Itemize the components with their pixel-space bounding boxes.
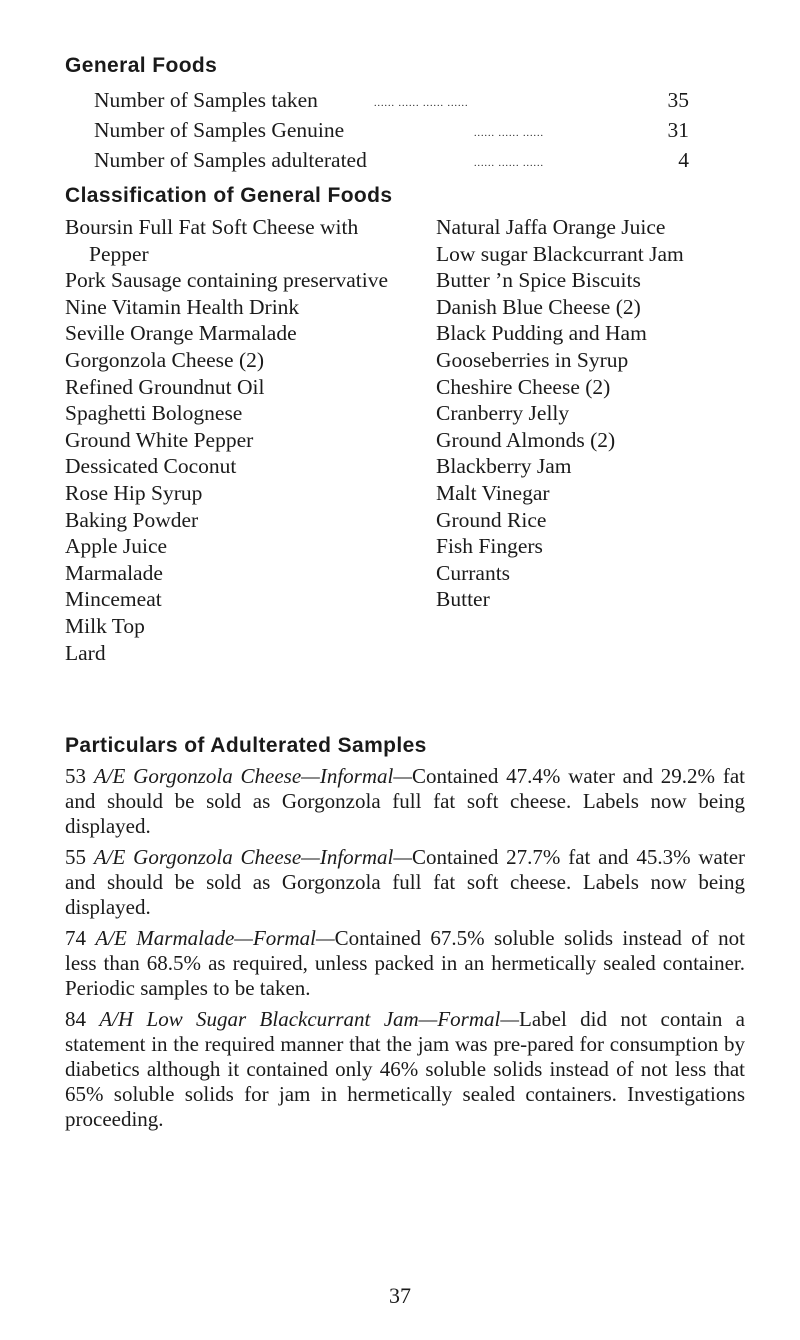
- list-item: Natural Jaffa Orange Juice: [436, 215, 666, 239]
- sample-ref: A/E: [93, 764, 126, 788]
- sample-number: 74: [65, 926, 86, 950]
- classification-left-column: [65, 214, 430, 666]
- sample-number: 84: [65, 1007, 86, 1031]
- list-item-continuation: Pepper: [89, 241, 149, 266]
- list-item: Currants: [436, 560, 511, 585]
- sample-name: Gorgonzola Cheese—Informal—: [133, 764, 413, 788]
- list-item: Lard: [65, 640, 106, 665]
- sample-ref: A/E: [93, 845, 126, 869]
- sample-text: Contained 47.4% water and 29.2% fat and should be sold as Gorgonzola full fat soft cheese. Labels now being displayed.: [65, 764, 746, 838]
- list-item: Malt Vinegar: [436, 480, 550, 505]
- list-item: Ground Almonds (2): [436, 427, 616, 452]
- list-item: Low sugar Blackcurrant Jam: [436, 241, 684, 266]
- leader-dots: ...... ...... ...... ......: [374, 98, 469, 109]
- list-item: Butter: [436, 587, 490, 612]
- stat-row-adulterated: [94, 145, 689, 175]
- list-item: Pork Sausage containing preservative: [65, 268, 389, 293]
- leader-dots: ...... ...... ......: [474, 158, 544, 169]
- list-item: Rose Hip Syrup: [65, 480, 203, 505]
- list-item: Spaghetti Bolognese: [65, 401, 243, 426]
- sample-paragraph: [65, 764, 745, 839]
- list-item: Danish Blue Cheese (2): [436, 294, 641, 319]
- list-item: Black Pudding and Ham: [436, 321, 647, 346]
- leader-dots: ...... ...... ......: [474, 128, 544, 139]
- sample-paragraph: [65, 926, 745, 1001]
- list-item: Gooseberries in Syrup: [436, 347, 629, 372]
- stat-value: 35: [667, 88, 689, 112]
- list-item: Cheshire Cheese (2): [436, 374, 611, 399]
- page-number: 37: [389, 1283, 411, 1308]
- list-item: Blackberry Jam: [436, 454, 572, 479]
- sample-number: 53: [65, 764, 86, 788]
- sample-paragraph: [65, 845, 745, 920]
- list-item: Baking Powder: [65, 507, 199, 532]
- list-item: Butter ’n Spice Biscuits: [436, 268, 641, 293]
- list-item: Refined Groundnut Oil: [65, 374, 265, 399]
- list-item: [65, 241, 430, 268]
- list-item: Marmalade: [65, 560, 163, 585]
- sample-statistics: [94, 85, 689, 175]
- stat-label: Number of Samples adulterated: [94, 148, 367, 172]
- list-item: Mincemeat: [65, 587, 162, 612]
- general-foods-heading: General Foods: [65, 54, 218, 77]
- list-item: Seville Orange Marmalade: [65, 321, 297, 346]
- list-item: Ground White Pepper: [65, 427, 254, 452]
- sample-number: 55: [65, 845, 86, 869]
- list-item: Dessicated Coconut: [65, 454, 237, 479]
- particulars-body: [65, 764, 745, 1138]
- stat-label: Number of Samples taken: [94, 88, 318, 112]
- sample-ref: A/H: [99, 1007, 134, 1031]
- list-item: Milk Top: [65, 613, 145, 638]
- list-item: Fish Fingers: [436, 534, 543, 559]
- sample-text: Label did not contain a statement in the required manner that the jam was pre-pared for consumption by diabetics although it contained only 46% soluble solids instead of not less that 65% soluble solids for jam in hermetically sealed containers. Investigations proceeding.: [65, 1007, 745, 1131]
- stat-value: 4: [678, 148, 689, 172]
- sample-ref: A/E: [95, 926, 127, 950]
- stat-row-taken: [94, 85, 689, 115]
- sample-name: Low Sugar Blackcurrant Jam—Formal—: [146, 1007, 520, 1031]
- list-item: Nine Vitamin Health Drink: [65, 294, 300, 319]
- list-item: Apple Juice: [65, 534, 168, 559]
- sample-paragraph: [65, 1007, 745, 1132]
- sample-text: Contained 67.5% soluble solids instead of not less than 68.5% as required, unless packed in an hermetically sealed container. Periodic samples to be taken.: [65, 926, 746, 1000]
- sample-name: Gorgonzola Cheese—Informal—: [133, 845, 413, 869]
- list-item: Cranberry Jelly: [436, 401, 570, 426]
- list-item: Ground Rice: [436, 507, 547, 532]
- classification-right-column: [436, 214, 776, 613]
- list-item: Gorgonzola Cheese (2): [65, 347, 265, 372]
- sample-text: Contained 27.7% fat and 45.3% water and should be sold as Gorgonzola full fat soft cheese. Labels now being displayed.: [65, 845, 746, 919]
- stat-row-genuine: [94, 115, 689, 145]
- classification-heading: Classification of General Foods: [65, 184, 393, 207]
- particulars-heading: Particulars of Adulterated Samples: [65, 734, 427, 757]
- sample-name: Marmalade—Formal—: [136, 926, 335, 950]
- list-item: Boursin Full Fat Soft Cheese with: [65, 215, 359, 239]
- stat-value: 31: [667, 118, 689, 142]
- stat-label: Number of Samples Genuine: [94, 118, 345, 142]
